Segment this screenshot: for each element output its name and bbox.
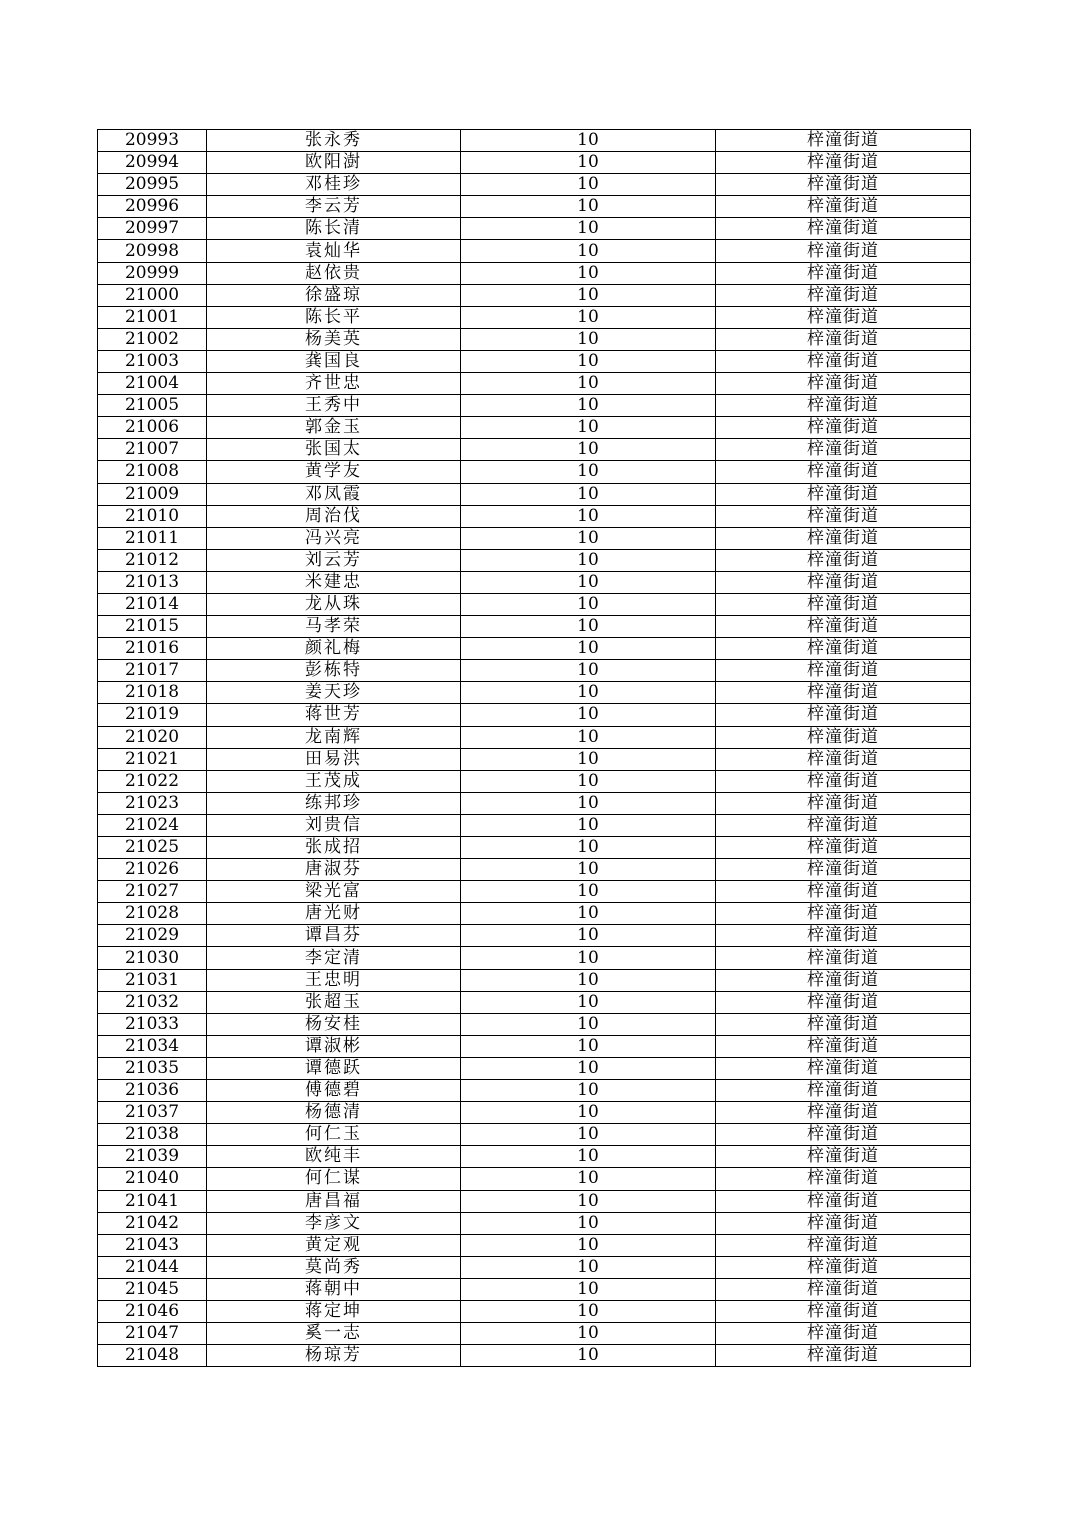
cell-amount: 10 [461,196,716,218]
cell-street: 梓潼街道 [716,571,971,593]
cell-street: 梓潼街道 [716,1190,971,1212]
cell-name: 张超玉 [207,991,461,1013]
table-row [98,660,971,682]
table-row [98,549,971,571]
cell-street: 梓潼街道 [716,1212,971,1234]
table-row [98,1323,971,1345]
cell-amount: 10 [461,1124,716,1146]
cell-street: 梓潼街道 [716,1146,971,1168]
cell-id: 21010 [98,505,207,527]
cell-id: 21022 [98,770,207,792]
cell-id: 20999 [98,262,207,284]
cell-id: 21009 [98,483,207,505]
cell-amount: 10 [461,925,716,947]
cell-name: 谭淑彬 [207,1035,461,1057]
cell-id: 21032 [98,991,207,1013]
cell-name: 徐盛琼 [207,284,461,306]
cell-name: 陈长清 [207,218,461,240]
cell-amount: 10 [461,483,716,505]
cell-name: 唐淑芬 [207,859,461,881]
cell-street: 梓潼街道 [716,439,971,461]
cell-name: 齐世忠 [207,373,461,395]
cell-id: 21015 [98,616,207,638]
cell-amount: 10 [461,903,716,925]
cell-amount: 10 [461,284,716,306]
cell-amount: 10 [461,1234,716,1256]
cell-id: 21047 [98,1323,207,1345]
cell-name: 蒋朝中 [207,1278,461,1300]
cell-amount: 10 [461,616,716,638]
cell-street: 梓潼街道 [716,1168,971,1190]
cell-id: 21001 [98,306,207,328]
cell-amount: 10 [461,1323,716,1345]
cell-id: 21041 [98,1190,207,1212]
cell-id: 21020 [98,726,207,748]
cell-id: 20998 [98,240,207,262]
cell-amount: 10 [461,240,716,262]
cell-street: 梓潼街道 [716,328,971,350]
table-row [98,616,971,638]
cell-street: 梓潼街道 [716,1345,971,1367]
table-body [98,130,971,1367]
cell-name: 杨美英 [207,328,461,350]
data-table [97,129,971,1367]
cell-amount: 10 [461,262,716,284]
cell-amount: 10 [461,682,716,704]
cell-amount: 10 [461,549,716,571]
cell-amount: 10 [461,373,716,395]
cell-amount: 10 [461,218,716,240]
cell-id: 21046 [98,1300,207,1322]
table-row [98,130,971,152]
cell-name: 欧阳澍 [207,152,461,174]
cell-name: 冯兴亮 [207,527,461,549]
cell-amount: 10 [461,417,716,439]
cell-street: 梓潼街道 [716,682,971,704]
cell-amount: 10 [461,1278,716,1300]
cell-amount: 10 [461,1300,716,1322]
cell-street: 梓潼街道 [716,174,971,196]
cell-name: 傅德碧 [207,1080,461,1102]
cell-id: 21031 [98,969,207,991]
cell-name: 唐光财 [207,903,461,925]
cell-id: 20996 [98,196,207,218]
cell-name: 龚国良 [207,350,461,372]
cell-name: 李云芳 [207,196,461,218]
table-row [98,1124,971,1146]
cell-name: 邓凤霞 [207,483,461,505]
cell-name: 王茂成 [207,770,461,792]
cell-street: 梓潼街道 [716,549,971,571]
cell-amount: 10 [461,969,716,991]
cell-amount: 10 [461,306,716,328]
table-row [98,262,971,284]
cell-name: 杨琼芳 [207,1345,461,1367]
table-row [98,505,971,527]
cell-id: 21016 [98,638,207,660]
cell-street: 梓潼街道 [716,218,971,240]
cell-street: 梓潼街道 [716,1300,971,1322]
table-row [98,770,971,792]
cell-street: 梓潼街道 [716,593,971,615]
cell-street: 梓潼街道 [716,373,971,395]
table-row [98,859,971,881]
cell-amount: 10 [461,859,716,881]
cell-name: 彭栋特 [207,660,461,682]
cell-amount: 10 [461,814,716,836]
cell-name: 袁灿华 [207,240,461,262]
cell-amount: 10 [461,704,716,726]
cell-amount: 10 [461,991,716,1013]
cell-street: 梓潼街道 [716,527,971,549]
table-row [98,483,971,505]
table-row [98,174,971,196]
table-row [98,1212,971,1234]
cell-street: 梓潼街道 [716,660,971,682]
cell-id: 21028 [98,903,207,925]
cell-id: 21048 [98,1345,207,1367]
cell-name: 田易洪 [207,748,461,770]
cell-amount: 10 [461,1102,716,1124]
table-row [98,350,971,372]
cell-street: 梓潼街道 [716,748,971,770]
cell-id: 21003 [98,350,207,372]
cell-amount: 10 [461,1168,716,1190]
cell-name: 杨安桂 [207,1013,461,1035]
cell-id: 21030 [98,947,207,969]
table-row [98,682,971,704]
table-row [98,925,971,947]
table-row [98,991,971,1013]
cell-street: 梓潼街道 [716,1278,971,1300]
cell-name: 张成招 [207,837,461,859]
cell-id: 21021 [98,748,207,770]
cell-amount: 10 [461,947,716,969]
cell-street: 梓潼街道 [716,461,971,483]
cell-amount: 10 [461,571,716,593]
cell-id: 21013 [98,571,207,593]
cell-id: 21008 [98,461,207,483]
cell-amount: 10 [461,593,716,615]
cell-amount: 10 [461,1190,716,1212]
cell-street: 梓潼街道 [716,726,971,748]
table-row [98,306,971,328]
cell-name: 黄学友 [207,461,461,483]
cell-name: 张国太 [207,439,461,461]
cell-name: 龙从珠 [207,593,461,615]
table-row [98,726,971,748]
cell-amount: 10 [461,505,716,527]
cell-id: 21018 [98,682,207,704]
cell-street: 梓潼街道 [716,638,971,660]
cell-amount: 10 [461,1035,716,1057]
cell-amount: 10 [461,527,716,549]
cell-street: 梓潼街道 [716,196,971,218]
cell-id: 21026 [98,859,207,881]
cell-street: 梓潼街道 [716,417,971,439]
cell-amount: 10 [461,1146,716,1168]
cell-id: 21044 [98,1256,207,1278]
table-row [98,704,971,726]
table-row [98,218,971,240]
table-row [98,1102,971,1124]
cell-street: 梓潼街道 [716,1124,971,1146]
cell-amount: 10 [461,350,716,372]
cell-amount: 10 [461,1013,716,1035]
table-row [98,1080,971,1102]
cell-amount: 10 [461,792,716,814]
cell-id: 20993 [98,130,207,152]
cell-amount: 10 [461,1080,716,1102]
cell-id: 21011 [98,527,207,549]
cell-amount: 10 [461,1345,716,1367]
table-row [98,1256,971,1278]
cell-amount: 10 [461,837,716,859]
cell-name: 周治伐 [207,505,461,527]
cell-name: 赵依贵 [207,262,461,284]
cell-name: 颜礼梅 [207,638,461,660]
cell-street: 梓潼街道 [716,1323,971,1345]
cell-street: 梓潼街道 [716,1057,971,1079]
cell-id: 21006 [98,417,207,439]
cell-id: 21023 [98,792,207,814]
cell-street: 梓潼街道 [716,1234,971,1256]
cell-amount: 10 [461,726,716,748]
cell-amount: 10 [461,152,716,174]
table-row [98,527,971,549]
cell-amount: 10 [461,439,716,461]
cell-id: 21043 [98,1234,207,1256]
cell-amount: 10 [461,1256,716,1278]
cell-street: 梓潼街道 [716,240,971,262]
cell-street: 梓潼街道 [716,1080,971,1102]
cell-street: 梓潼街道 [716,859,971,881]
cell-name: 练邦珍 [207,792,461,814]
cell-street: 梓潼街道 [716,969,971,991]
cell-amount: 10 [461,328,716,350]
table-row [98,1013,971,1035]
cell-id: 21004 [98,373,207,395]
cell-name: 龙南辉 [207,726,461,748]
cell-street: 梓潼街道 [716,262,971,284]
cell-id: 21036 [98,1080,207,1102]
table-row [98,837,971,859]
cell-street: 梓潼街道 [716,925,971,947]
cell-id: 21002 [98,328,207,350]
cell-name: 欧纯丰 [207,1146,461,1168]
cell-name: 黄定观 [207,1234,461,1256]
cell-id: 21040 [98,1168,207,1190]
cell-street: 梓潼街道 [716,152,971,174]
cell-street: 梓潼街道 [716,1013,971,1035]
cell-name: 邓桂珍 [207,174,461,196]
cell-name: 何仁玉 [207,1124,461,1146]
cell-street: 梓潼街道 [716,792,971,814]
table-row [98,373,971,395]
cell-id: 21017 [98,660,207,682]
cell-street: 梓潼街道 [716,505,971,527]
cell-amount: 10 [461,130,716,152]
cell-street: 梓潼街道 [716,306,971,328]
cell-id: 20995 [98,174,207,196]
table-row [98,1035,971,1057]
cell-amount: 10 [461,461,716,483]
table-row [98,439,971,461]
cell-id: 21038 [98,1124,207,1146]
cell-id: 21029 [98,925,207,947]
cell-name: 陈长平 [207,306,461,328]
table-row [98,328,971,350]
cell-name: 何仁谋 [207,1168,461,1190]
cell-id: 20994 [98,152,207,174]
cell-amount: 10 [461,748,716,770]
table-row [98,1190,971,1212]
table-row [98,461,971,483]
cell-street: 梓潼街道 [716,770,971,792]
cell-name: 谭昌芬 [207,925,461,947]
table-row [98,638,971,660]
cell-name: 刘云芳 [207,549,461,571]
table-row [98,417,971,439]
table-row [98,152,971,174]
table-row [98,1168,971,1190]
cell-street: 梓潼街道 [716,837,971,859]
cell-amount: 10 [461,1212,716,1234]
table-row [98,792,971,814]
cell-name: 谭德跃 [207,1057,461,1079]
cell-id: 21037 [98,1102,207,1124]
table-row [98,881,971,903]
cell-amount: 10 [461,638,716,660]
cell-name: 王秀中 [207,395,461,417]
cell-name: 唐昌福 [207,1190,461,1212]
cell-id: 21042 [98,1212,207,1234]
cell-id: 21027 [98,881,207,903]
cell-street: 梓潼街道 [716,814,971,836]
cell-name: 李彦文 [207,1212,461,1234]
cell-amount: 10 [461,1057,716,1079]
cell-amount: 10 [461,174,716,196]
cell-name: 李定清 [207,947,461,969]
cell-name: 王忠明 [207,969,461,991]
cell-id: 21024 [98,814,207,836]
cell-street: 梓潼街道 [716,903,971,925]
cell-street: 梓潼街道 [716,704,971,726]
cell-id: 21014 [98,593,207,615]
cell-street: 梓潼街道 [716,483,971,505]
cell-street: 梓潼街道 [716,284,971,306]
cell-id: 21035 [98,1057,207,1079]
cell-street: 梓潼街道 [716,1102,971,1124]
cell-amount: 10 [461,881,716,903]
cell-name: 张永秀 [207,130,461,152]
cell-street: 梓潼街道 [716,881,971,903]
table-row [98,969,971,991]
table-row [98,1146,971,1168]
cell-street: 梓潼街道 [716,991,971,1013]
cell-street: 梓潼街道 [716,1035,971,1057]
cell-id: 21034 [98,1035,207,1057]
cell-name: 姜天珍 [207,682,461,704]
cell-name: 蒋世芳 [207,704,461,726]
cell-name: 梁光富 [207,881,461,903]
cell-name: 蒋定坤 [207,1300,461,1322]
cell-name: 杨德清 [207,1102,461,1124]
cell-street: 梓潼街道 [716,350,971,372]
cell-name: 奚一志 [207,1323,461,1345]
cell-name: 米建忠 [207,571,461,593]
cell-amount: 10 [461,660,716,682]
table-row [98,748,971,770]
table-row [98,284,971,306]
cell-id: 21039 [98,1146,207,1168]
cell-id: 21045 [98,1278,207,1300]
table-row [98,395,971,417]
cell-id: 21000 [98,284,207,306]
table-row [98,947,971,969]
cell-name: 马孝荣 [207,616,461,638]
cell-amount: 10 [461,770,716,792]
cell-id: 21025 [98,837,207,859]
table-row [98,1345,971,1367]
cell-street: 梓潼街道 [716,130,971,152]
cell-id: 21033 [98,1013,207,1035]
table-row [98,1234,971,1256]
cell-name: 郭金玉 [207,417,461,439]
cell-id: 20997 [98,218,207,240]
table-row [98,903,971,925]
cell-id: 21007 [98,439,207,461]
cell-name: 刘贵信 [207,814,461,836]
table-row [98,814,971,836]
table-row [98,571,971,593]
cell-id: 21005 [98,395,207,417]
table-row [98,1278,971,1300]
cell-street: 梓潼街道 [716,1256,971,1278]
table-row [98,240,971,262]
table-row [98,593,971,615]
cell-street: 梓潼街道 [716,947,971,969]
table-row [98,196,971,218]
cell-id: 21012 [98,549,207,571]
table-row [98,1057,971,1079]
table-row [98,1300,971,1322]
cell-amount: 10 [461,395,716,417]
cell-street: 梓潼街道 [716,616,971,638]
cell-id: 21019 [98,704,207,726]
cell-name: 莫尚秀 [207,1256,461,1278]
cell-street: 梓潼街道 [716,395,971,417]
